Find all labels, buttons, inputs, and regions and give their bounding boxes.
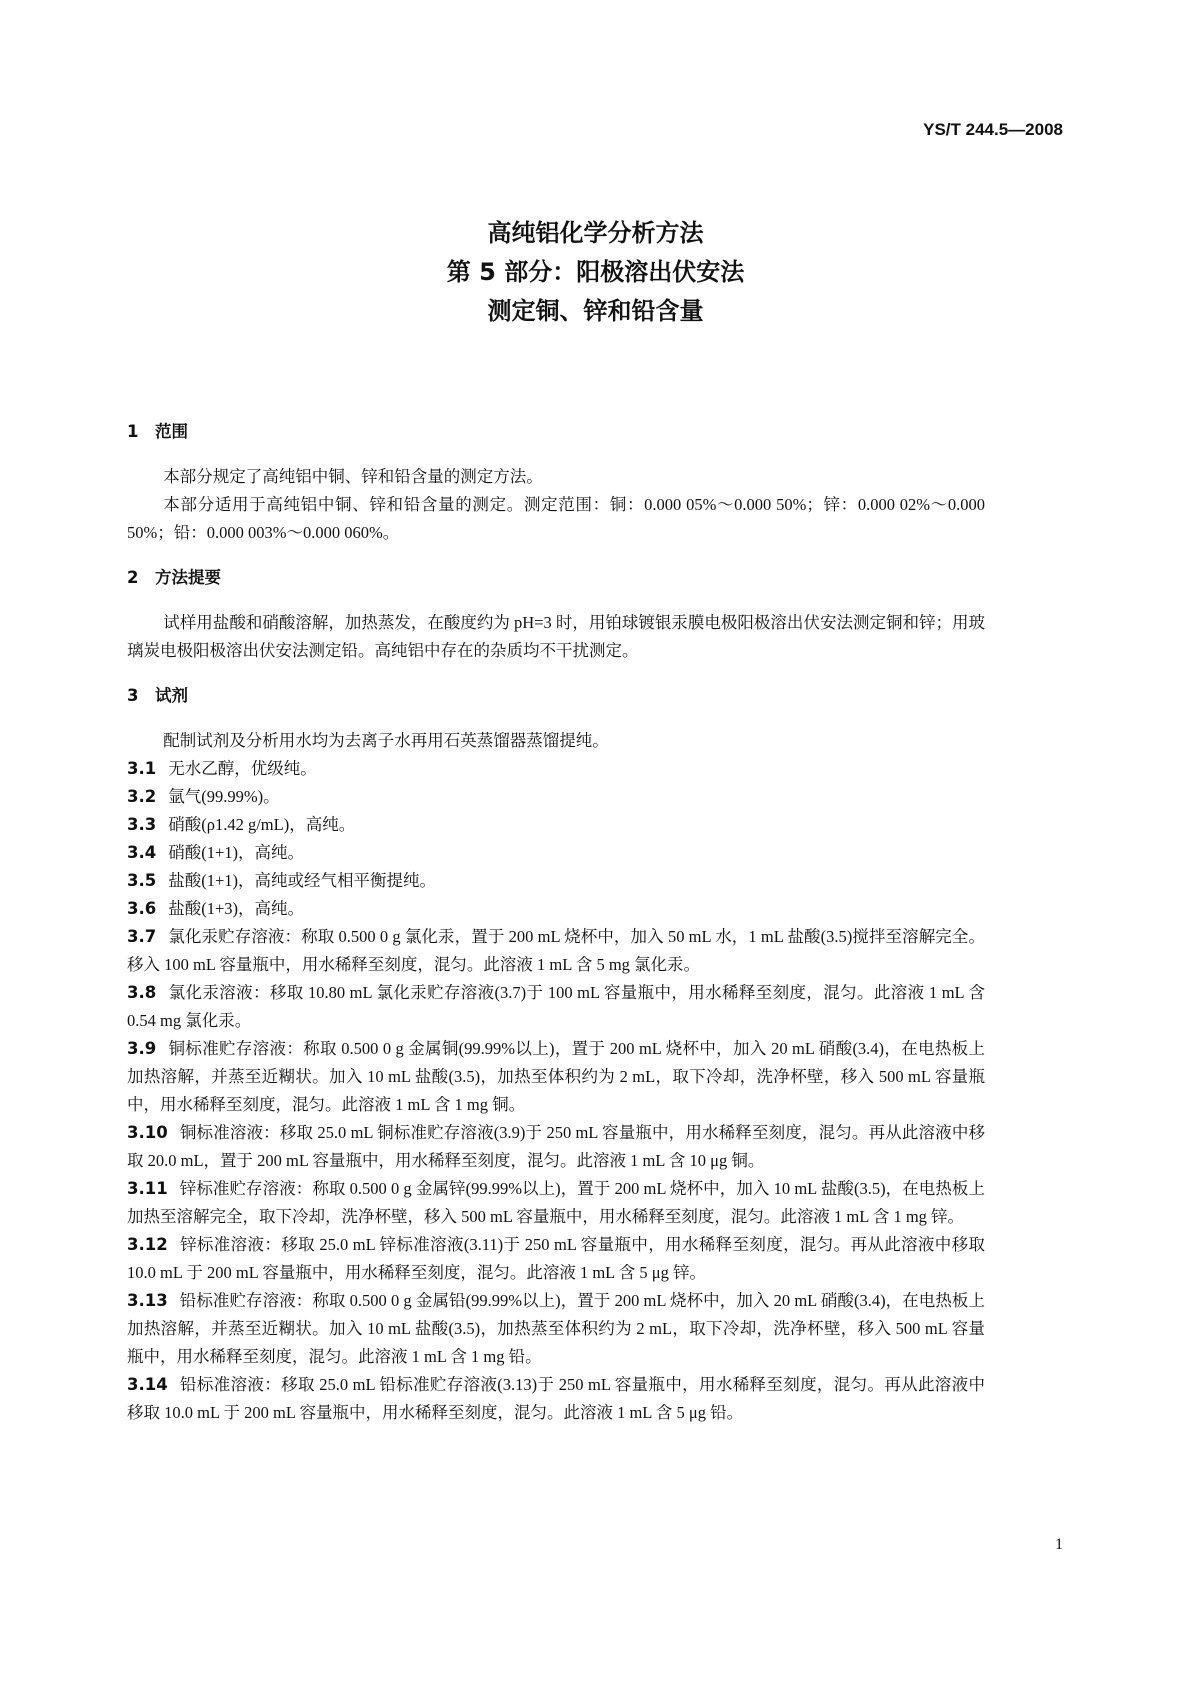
section-reagents [127, 682, 985, 1427]
section-number: 1 [127, 422, 139, 441]
page-number: 1 [1055, 1536, 1063, 1553]
reagent-item [127, 1231, 985, 1287]
clause-text: 氯化汞溶液：移取 10.80 mL 氯化汞贮存溶液(3.7)于 100 mL 容量瓶中，用水稀释至刻度，混匀。此溶液 1 mL 含 0.54 mg 氯化汞。 [127, 983, 985, 1030]
clause-number: 3.14 [127, 1375, 168, 1394]
section-heading [127, 418, 985, 446]
document-title [0, 214, 1191, 331]
title-line-2: 第 5 部分：阳极溶出伏安法 [446, 258, 745, 286]
clause-number: 3.2 [127, 787, 157, 806]
clause-text: 氩气(99.99%)。 [168, 787, 280, 806]
clause-text: 氯化汞贮存溶液：称取 0.500 0 g 氯化汞，置于 200 mL 烧杯中，加入 50 mL 水，1 mL 盐酸(3.5)搅拌至溶解完全。移入 100 mL 容量瓶中，用水稀释至刻度，混匀。此溶液 1 mL 含 5 mg 氯化汞。 [127, 927, 985, 974]
clause-text: 盐酸(1+3)，高纯。 [168, 899, 305, 918]
title-line-3: 测定铜、锌和铅含量 [487, 297, 704, 325]
clause-number: 3.6 [127, 899, 157, 918]
reagent-list [127, 755, 985, 1427]
paragraph: 配制试剂及分析用水均为去离子水再用石英蒸馏器蒸馏提纯。 [163, 731, 609, 750]
reagent-item [127, 867, 985, 895]
reagent-item [127, 1119, 985, 1175]
standard-code: YS/T 244.5—2008 [923, 120, 1063, 139]
clause-number: 3.11 [127, 1179, 168, 1198]
clause-number: 3.4 [127, 843, 157, 862]
section-number: 3 [127, 686, 139, 705]
reagent-item [127, 783, 985, 811]
clause-number: 3.9 [127, 1039, 157, 1058]
reagent-item [127, 755, 985, 783]
clause-text: 铅标准贮存溶液：称取 0.500 0 g 金属铅(99.99%以上)，置于 200 mL 烧杯中，加入 20 mL 硝酸(3.4)，在电热板上加热溶解，并蒸至近糊状。加入 10 mL 盐酸(3.5)，加热蒸至体积约为 2 mL，取下冷却，洗净杯壁，移入 500 mL 容量瓶中，用水稀释至刻度，混匀。此溶液 1 mL 含 1 mg 铅。 [127, 1291, 985, 1366]
clause-text: 无水乙醇，优级纯。 [168, 759, 317, 778]
clause-number: 3.10 [127, 1123, 168, 1142]
reagent-item [127, 811, 985, 839]
paragraph: 试样用盐酸和硝酸溶解，加热蒸发，在酸度约为 pH=3 时，用铂球镀银汞膜电极阳极溶出伏安法测定铜和锌；用玻璃炭电极阳极溶出伏安法测定铅。高纯铝中存在的杂质均不干扰测定。 [127, 613, 985, 660]
clause-number: 3.5 [127, 871, 157, 890]
reagent-item [127, 839, 985, 867]
clause-text: 硝酸(1+1)，高纯。 [168, 843, 305, 862]
section-number: 2 [127, 568, 139, 587]
section-title: 试剂 [155, 686, 188, 705]
clause-text: 锌标准溶液：移取 25.0 mL 锌标准溶液(3.11)于 250 mL 容量瓶中，用水稀释至刻度，混匀。再从此溶液中移取 10.0 mL 于 200 mL 容量瓶中，用水稀释至刻度，混匀。此溶液 1 mL 含 5 μg 锌。 [127, 1235, 985, 1282]
clause-number: 3.1 [127, 759, 157, 778]
section-method-summary [127, 564, 985, 665]
clause-text: 铅标准溶液：移取 25.0 mL 铅标准贮存溶液(3.13)于 250 mL 容量瓶中，用水稀释至刻度，混匀。再从此溶液中移取 10.0 mL 于 200 mL 容量瓶中，用水稀释至刻度，混匀。此溶液 1 mL 含 5 μg 铅。 [127, 1375, 985, 1422]
reagent-item [127, 1035, 985, 1119]
section-scope [127, 418, 985, 547]
title-line-1: 高纯铝化学分析方法 [487, 219, 704, 247]
clause-text: 盐酸(1+1)，高纯或经气相平衡提纯。 [168, 871, 437, 890]
paragraph: 本部分适用于高纯铝中铜、锌和铅含量的测定。测定范围：铜：0.000 05%～0.000 50%；锌：0.000 02%～0.000 50%；铅：0.000 003%～0.000 060%。 [127, 495, 985, 542]
reagent-item [127, 923, 985, 979]
clause-number: 3.8 [127, 983, 157, 1002]
reagent-item [127, 1287, 985, 1371]
clause-number: 3.3 [127, 815, 157, 834]
reagent-item [127, 1371, 985, 1427]
clause-text: 硝酸(ρ1.42 g/mL)，高纯。 [168, 815, 356, 834]
clause-text: 铜标准溶液：移取 25.0 mL 铜标准贮存溶液(3.9)于 250 mL 容量瓶中，用水稀释至刻度，混匀。再从此溶液中移取 20.0 mL，置于 200 mL 容量瓶中，用水稀释至刻度，混匀。此溶液 1 mL 含 10 μg 铜。 [127, 1123, 985, 1170]
reagent-item [127, 1175, 985, 1231]
section-heading [127, 682, 985, 710]
clause-number: 3.7 [127, 927, 157, 946]
section-title: 范围 [155, 422, 188, 441]
clause-number: 3.13 [127, 1291, 168, 1310]
reagent-item [127, 895, 985, 923]
section-heading [127, 564, 985, 592]
reagent-item [127, 979, 985, 1035]
document-body [127, 418, 985, 1427]
clause-text: 铜标准贮存溶液：称取 0.500 0 g 金属铜(99.99%以上)，置于 200 mL 烧杯中，加入 20 mL 硝酸(3.4)，在电热板上加热溶解，并蒸至近糊状。加入 10 mL 盐酸(3.5)，加热至体积约为 2 mL，取下冷却，洗净杯壁，移入 500 mL 容量瓶中，用水稀释至刻度，混匀。此溶液 1 mL 含 1 mg 铜。 [127, 1039, 985, 1114]
clause-number: 3.12 [127, 1235, 168, 1254]
section-title: 方法提要 [155, 568, 221, 587]
clause-text: 锌标准贮存溶液：称取 0.500 0 g 金属锌(99.99%以上)，置于 200 mL 烧杯中，加入 10 mL 盐酸(3.5)，在电热板上加热至溶解完全，取下冷却，洗净杯壁，移入 500 mL 容量瓶中，用水稀释至刻度，混匀。此溶液 1 mL 含 1 mg 锌。 [127, 1179, 985, 1226]
paragraph: 本部分规定了高纯铝中铜、锌和铅含量的测定方法。 [163, 467, 543, 486]
